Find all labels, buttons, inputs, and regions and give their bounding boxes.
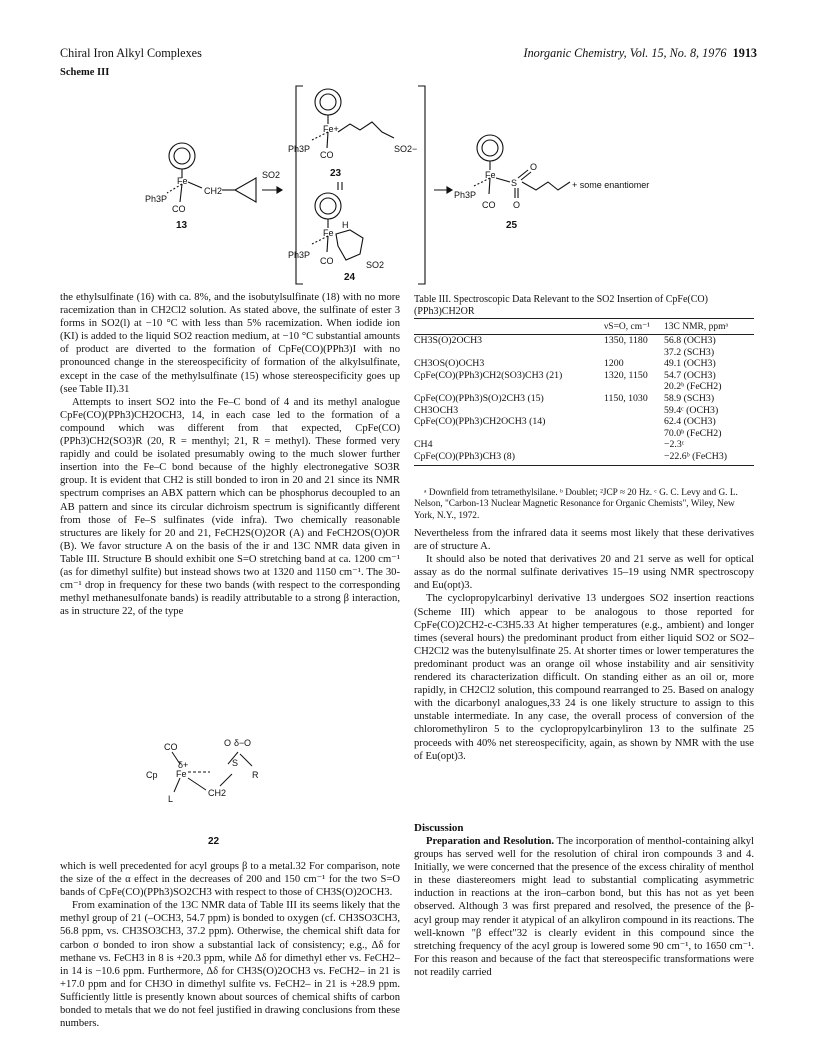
run-in-heading: Preparation and Resolution. [426, 836, 554, 847]
table-header-cell: νS=O, cm⁻¹ [604, 319, 664, 335]
l-label: L [168, 794, 174, 804]
table-cell: 20.2ᵇ (FeCH2) [664, 381, 722, 393]
o-label-1: O [224, 738, 232, 748]
table-cell [604, 428, 664, 440]
table-cell: CpFe(CO)(PPh3)CH2(SO3)CH3 (21) [414, 369, 563, 381]
ph3p-label-23: Ph3P [288, 144, 311, 154]
ph3p-label-24: Ph3P [288, 250, 311, 260]
table-cell [604, 439, 664, 451]
paragraph: Nevertheless from the infrared data it seems most likely that these derivatives are of structure A. [414, 528, 754, 553]
section-heading-discussion: Discussion [414, 822, 464, 834]
delta-minus-label: δ− [234, 738, 245, 748]
h-label-24: H [342, 220, 349, 230]
ph3p-label-25: Ph3P [454, 190, 477, 200]
table-cell [604, 416, 664, 428]
table-cell: −2.3ᶜ [664, 439, 685, 451]
ch2-label-13: CH2 [204, 186, 223, 196]
structure-22-diagram [140, 722, 340, 857]
co-label-25: CO [482, 200, 496, 210]
left-column-bottom [60, 860, 400, 1030]
table-cell: CpFe(CO)(PPh3)CH3 (8) [414, 451, 604, 465]
journal-citation [524, 46, 757, 61]
right-column-top [414, 527, 754, 763]
table-cell: CpFe(CO)(PPh3)CH2OCH3 (14) [414, 416, 546, 428]
fe-label-25: Fe [485, 170, 496, 180]
table-cell [414, 381, 604, 393]
table-cell: 49.1 (OCH3) [664, 358, 716, 370]
compound-13-number: 13 [176, 220, 188, 231]
paragraph: the ethylsulfinate (16) with ca. 8%, and the isobutylsulfinate (18) with no more racemization than in CH2Cl2 solution. As stated above, the sulfinate of ester 3 forms in SO2(l) at −10 °C with less than 5% racemization. When iodide ion (KI) is added to the liquid SO2 reaction medium, at −10 °C substantial amounts of product are diverted to the formation of CpFe(CO)(PPh3)I with no pronounced change in the stereospecificity of formation of the alkylsulfinate, except in the case of the methylsulfinate (15) whose stereospecificity goes up (see Table II).31 [60, 292, 400, 395]
table-header-cell [414, 319, 604, 335]
table-cell: 54.7 (OCH3) [664, 369, 716, 381]
table-row [414, 381, 754, 393]
o-label-25a: O [530, 162, 538, 172]
cp-label: Cp [146, 770, 158, 780]
running-title: Chiral Iron Alkyl Complexes [60, 46, 202, 60]
table-cell: CpFe(CO)(PPh3)S(O)2CH3 (15) [414, 392, 544, 404]
o-label-25b: O [513, 200, 521, 210]
fe-label-24: Fe [323, 228, 334, 238]
journal-name: Inorganic Chemistry, Vol. 15, No. 8, 1976 [523, 46, 727, 60]
so2-minus-label: SO2− [394, 144, 418, 154]
table-cell: 37.2 (SCH3) [664, 346, 715, 358]
structure-22 [140, 722, 340, 857]
paragraph: From examination of the 13C NMR data of Table III its seems likely that the methyl group of 21 (–OCH3, 54.7 ppm) is bonded to oxygen (cf. CH3SO3CH3, 56.8 ppm, vs. CH3SO3CH3, 37.2 ppm). Otherwise, the chemical shift data for carbon σ bonded to iron show a substantial lack of consistency; e.g., Δδ for methane vs. FeCH3 in 8 is +20.3 ppm, while Δδ for dimethyl ether vs. FeCH2– in 14 is −10.6 ppm. Furthermore, Δδ for CH3S(O)2OCH3 vs. FeCH2– in 21 is +17.0 ppm and for CH3O in dimethyl sulfite vs. FeCH2– in 21 is +28.9 ppm. Sufficiently little is presently known about sources of chemical shifts of carbon bonded to metals that we do not feel justified in drawing conclusions from these numbers. [60, 900, 400, 1030]
compound-23-number: 23 [330, 168, 342, 179]
o-label-2: O [244, 738, 252, 748]
table-cell: 58.9 (SCH3) [664, 392, 715, 404]
table-cell: 1320, 1150 [604, 369, 648, 381]
table-cell [414, 347, 604, 359]
table-cell [604, 347, 664, 359]
table-cell: 62.4 (OCH3) [664, 416, 716, 428]
table-cell [604, 405, 664, 417]
table-header-row [414, 319, 754, 335]
left-column-top [60, 291, 400, 618]
compound-25-number: 25 [506, 220, 518, 231]
data-table [414, 318, 754, 466]
co-label-24: CO [320, 256, 334, 266]
paragraph: It should also be noted that derivatives 20 and 21 serve as well for optical assay as do the normal sulfinate derivatives 15–19 using NMR spectroscopy and Eu(opt)3. [414, 554, 754, 592]
running-header [60, 46, 757, 64]
fe-plus-label: Fe+ [323, 124, 339, 134]
footnote: ᵃ Downfield from tetramethylsilane. ᵇ Doublet; ²JCP ≈ 20 Hz. ᶜ G. C. Levy and G. L. Nelson, "Carbon-13 Nuclear Magnetic Resonance for Organic Chemists", Wiley, New York, N.Y., 1972. [414, 488, 738, 521]
table-iii [414, 318, 754, 466]
enantiomer-note: + some enantiomer [572, 180, 650, 190]
table-cell: −22.6ᵇ (FeCH3) [664, 451, 754, 465]
compound-24-number: 24 [344, 272, 356, 283]
table-cell: 56.8 (OCH3) [664, 335, 716, 346]
fe-label: Fe [176, 769, 187, 779]
paragraph [414, 835, 754, 979]
table-header-cell: 13C NMR, ppmᵃ [664, 319, 754, 335]
table-row [414, 335, 754, 347]
co-label-23: CO [320, 150, 334, 160]
r-label: R [252, 770, 259, 780]
table-row [414, 370, 754, 382]
table-row [414, 358, 754, 370]
fe-label-13: Fe [177, 176, 188, 186]
table-row [414, 416, 754, 428]
so2-ring-label: SO2 [366, 260, 385, 270]
table-cell: CH3OCH3 [414, 404, 459, 416]
table-row [414, 439, 754, 451]
table-cell: 1200 [604, 358, 624, 370]
table-row [414, 405, 754, 417]
paragraph: which is well precedented for acyl groups β to a metal.32 For comparison, note the size of the α effect in the decreases of 200 and 150 cm⁻¹ for the two S=O bands of CpFe(CO)(PPh3)SO2CH3 with respect to those of CH3S(O)2OCH3. [60, 861, 400, 899]
ch2-label: CH2 [208, 788, 227, 798]
table-cell: 59.4ᶜ (OCH3) [664, 404, 719, 416]
table-cell: CH3OS(O)OCH3 [414, 358, 485, 370]
co-label-13: CO [172, 204, 186, 214]
scheme-label: Scheme III [60, 67, 110, 78]
paragraph: Attempts to insert SO2 into the Fe–C bond of 4 and its methyl analogue CpFe(CO)(PPh3)CH2OCH3, 14, in each case led to the formation of a compound which was different from that expected, CpFe(CO)(PPh3)CH2(SO3)R (20, R = menthyl; 21, R = methyl). These formed very rapidly and could be isolated presumably owing to the much slower further insertion into the Fe–C bond because of the highly electronegative SO3R group. It is evident that CH2 is still bonded to iron in 20 and 21 since its NMR spectrum comprises an ABX pattern which can be phosphorus decoupled to an AB pattern and since its circular dichroism spectrum is significantly different from those of Fe–S sulfinates (vide infra). Two chemically reasonable structures are likely for 20 and 21, FeCH2S(O)2OR (A) and FeCH2OS(O)OR (B). We favor structure A on the basis of the ir and 13C NMR data given in Table III. Structure B should exhibit one S=O stretching band at ca. 1200 cm⁻¹ (as for dimethyl sulfite) but instead shows two at 1320 and 1150 cm⁻¹. The 30-cm⁻¹ drop in frequency for these two bands (with respect to the corresponding methyl methanesulfonate bands) is readily attributable to a strong β interaction, as in structure 22, of the type [60, 396, 400, 618]
table-cell: CH4 [414, 439, 433, 451]
table-cell: 1150, 1030 [604, 392, 648, 404]
table-row [414, 393, 754, 405]
table-cell: 70.0ᵇ (FeCH2) [664, 427, 722, 439]
so2-arrow-label: SO2 [262, 170, 281, 180]
scheme-iii [60, 78, 757, 292]
paragraph: The cyclopropylcarbinyl derivative 13 undergoes SO2 insertion reactions (Scheme III) which appear to be analogous to those reported for CpFe(CO)2CH2-c-C3H5.33 At higher temperatures (e.g., ambient) and longer times (several hours) the predominant product from either liquid SO2 or SO2–CH2Cl2 was the butenylsulfinate 25. At shorter times or lower temperatures the predominant product was an orange oil whose instability and air sensitivity rendered its characterization difficult. On standing either as an oil or, more rapidly, in CH2Cl2 solution, this compound rearranged to 25. Based on analogy with the dicarbonyl analogues,33 24 is one likely structure to assign to this unstable intermediate. In any case, the overall process of conversion of the chloromethyliron 5 to the cyclopropylcarbinyliron 13 to the sulfinate 25 proceeds with 40% net stereospecificity, again, as shown by NMR with the use of Eu(opt)3. [414, 593, 754, 762]
table-cell [604, 451, 664, 465]
table-row [414, 347, 754, 359]
table-caption: Table III. Spectroscopic Data Relevant to the SO2 Insertion of CpFe(CO)(PPh3)CH2OR [414, 294, 708, 317]
table-cell [604, 381, 664, 393]
right-column-bottom [414, 835, 754, 979]
co-label: CO [164, 742, 178, 752]
paragraph-text: The incorporation of menthol-containing alkyl groups has served well for the resolution of chiral iron compounds 3 and 4. Initially, we were concerned that the presence of the excess chirality of menthol in these diastereomers might lead to substantial complicating asymmetric induction in reactions at the iron–carbon bond, but this has not as yet been observed. Although 3 was first prepared and resolved, the presence of the β-acyl group may render it atypical of an alkyliron compound in its reactions. The well-known "β effect"32 is clearly evident in this compound since the stretching frequency of the acyl group is lowered some 90 cm⁻¹, to 1650 cm⁻¹. For this reason and because of the fact that stereospecific transformations were not readily carried [414, 836, 754, 978]
s-label: S [232, 758, 239, 768]
table-cell [414, 428, 604, 440]
table-row [414, 428, 754, 440]
ph3p-label-13: Ph3P [145, 194, 168, 204]
scheme-diagram [60, 78, 757, 292]
s-label-25: S [511, 178, 518, 188]
table-cell: CH3S(O)2OCH3 [414, 335, 483, 346]
table-footnotes [414, 488, 754, 522]
table-cell: 1350, 1180 [604, 335, 648, 346]
table-row [414, 451, 754, 465]
delta-plus-label: δ+ [178, 760, 189, 770]
structure-22-number: 22 [208, 836, 220, 847]
page-number: 1913 [732, 46, 757, 60]
